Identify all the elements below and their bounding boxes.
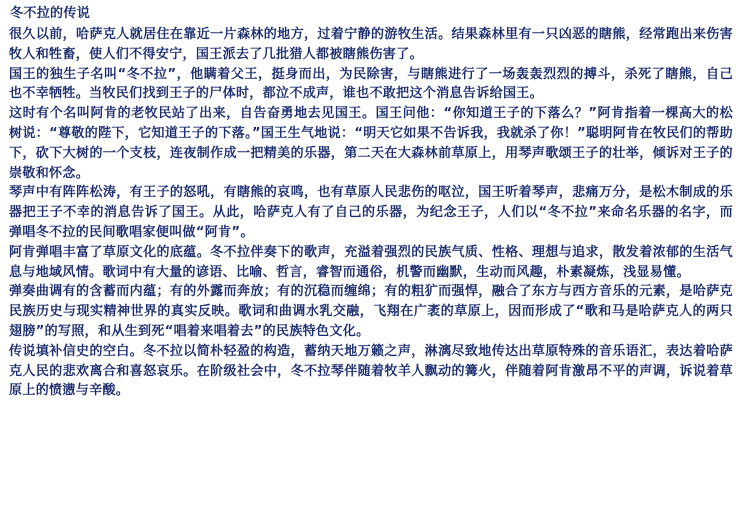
paragraph: 弹奏曲调有的含蓄而内蕴；有的外露而奔放；有的沉稳而缠绵；有的粗犷而强悍，融合了东方与西方音乐的元素，是哈萨克民族历史与现实精神世界的真实反映。歌词和曲调水乳交融，飞翔在广袤的草原上，因而形成了“歌和马是哈萨克人的两只翅膀”的写照，和从生到死“唱着来唱着去”的民族特色文化。 bbox=[9, 284, 733, 339]
paragraph: 很久以前，哈萨克人就居住在靠近一片森林的地方，过着宁静的游牧生活。结果森林里有一只凶恶的瞎熊，经常跑出来伤害牧人和牲畜，使人们不得安宁，国王派去了几批猎人都被瞎熊伤害了。 bbox=[9, 27, 733, 62]
paragraph: 传说填补信史的空白。冬不拉以简朴轻盈的构造，蓄纳天地万籁之声，淋漓尽致地传达出草原特殊的音乐语汇，表达着哈萨克人民的悲欢离合和喜怒哀乐。在阶级社会中，冬不拉琴伴随着牧羊人飘动的篝火，伴随着阿肯激昂不平的声调，诉说着草原上的愤懑与辛酸。 bbox=[9, 343, 733, 399]
document-title: 冬不拉的传说 bbox=[10, 6, 91, 21]
paragraph: 琴声中有阵阵松涛，有王子的怒吼，有瞎熊的哀鸣，也有草原人民悲伤的呕泣，国王听着琴声，悲痛万分，是松木制成的乐器把王子不幸的消息告诉了国王。从此，哈萨克人有了自己的乐器，为纪念王子，人们以“冬不拉”来命名乐器的名字，而弹唱冬不拉的民间歌唱家便叫做“阿肯”。 bbox=[9, 185, 733, 240]
paragraph: 阿肯弹唱丰富了草原文化的底蕴。冬不拉伴奏下的歌声，充溢着强烈的民族气质、性格、理想与追求，散发着浓郁的生活气息与地域风情。歌词中有大量的谚语、比喻、哲言，睿智而通俗，机警而幽默，生动而风趣，朴素凝炼，浅显易懂。 bbox=[9, 244, 733, 280]
paragraph: 国王的独生子名叫“冬不拉”，他瞒着父王，挺身而出，为民除害，与瞎熊进行了一场轰轰烈烈的搏斗，杀死了瞎熊，自己也不幸牺牲。当牧民们找到王子的尸体时，都泣不成声，谁也不敢把这个消息告诉给国王。 bbox=[9, 66, 733, 102]
paragraph: 这时有个名叫阿肯的老牧民站了出来，自告奋勇地去见国王。国王问他：“你知道王子的下落么？”阿肯指着一棵高大的松树说：“尊敬的陛下，它知道王子的下落。”国王生气地说：“明天它如果不告诉我，我就杀了你！”聪明阿肯在牧民们的帮助下，砍下大树的一个支枝，连夜制作成一把精美的乐器，第二天在大森林前草原上，用琴声歌颂王子的壮举，倾诉对王子的崇敬和怀念。 bbox=[9, 106, 733, 181]
